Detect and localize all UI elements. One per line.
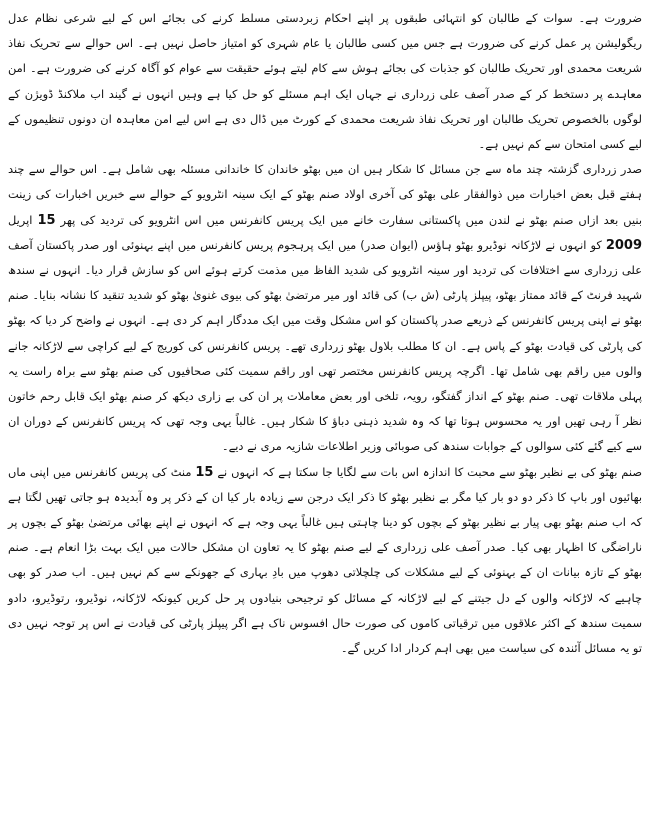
paragraph-text: منٹ کی پریس کانفرنس میں اپنی ماں بھائیوں اور باپ کا ذکر دو دو بار کیا مگر بے نظیر بھٹو کا ذکر ایک درجن سے زیادہ بار کیا ان کے ذکر پر وہ آبدیدہ ہو جاتی تھیں لگتا ہے کہ اب صنم بھٹو بھی پیار بے نظیر بھٹو کے بچوں کو دینا چاہتی ہیں غالباً یہی وجہ ہے کہ انہوں نے اپنے بھائی مرتضیٰ بھٹو کے بچوں پر ناراضگی کا اظہار بھی کیا۔ صدر آصف علی زرداری کے لیے صنم بھٹو کا یہ تعاون ان مشکل حالات میں ایک بہت بڑا انعام ہے۔ صنم بھٹو کے تازہ بیانات ان کے بہنوئی کے لیے مشکلات کی چلچلاتی دھوپ میں بادِ بہاری کے جھونکے سے کم نہیں ہیں۔ اب صدر کو بھی چاہیے کہ لاڑکانہ والوں کے دل جیتنے کے لیے لاڑکانہ کے مسائل کو ترجیحی بنیادوں پر حل کریں کیونکہ لاڑکانہ، نوڈیرو، رتوڈیرو، دادو سمیت سندھ کے اکثر علاقوں میں ترقیاتی کاموں کی صورت حال افسوس ناک ہے اگر پیپلز پارٹی کی قیادت نے اس پر توجہ نہیں دی تو یہ مسائل آئندہ کی سیاست میں بھی اہم کردار ادا کریں گے۔: [8, 464, 642, 656]
minutes-number: 15: [195, 464, 214, 480]
article-paragraph-1: [8, 6, 642, 157]
paragraph-text: ضرورت ہے۔ سوات کے طالبان کو انتہائی طبقوں پر اپنے احکام زبردستی مسلط کرنے کی بجائے اس کے لیے شرعی نظام عدل ریگولیشن پر عمل کرنے کی ضرورت ہے جس میں کسی طالبان یا عام شہری کو امتیاز حاصل نہیں ہے۔ اس حوالے سے تحریک نفاذ شریعت محمدی اور تحریک طالبان کو جذبات کی بجائے ہوش سے کام لیتے ہوئے حقیقت سے عوام کو آگاہ کرنے کی ضرورت ہے۔ امن معاہدے پر دستخط کر کے صدر آصف علی زرداری نے جہاں ایک اہم مسئلے کو حل کیا ہے وہیں انہوں نے گیند اب ملاکنڈ ڈویژن کے لوگوں بالخصوص تحریک طالبان اور تحریک نفاذ شریعت محمدی کے کورٹ میں ڈال دی ہے اس لیے امن معاہدہ ان دونوں تنظیموں کے لیے کسی امتحان سے کم نہیں ہے۔: [8, 11, 642, 152]
article-paragraph-2: [8, 157, 642, 459]
paragraph-text: صنم بھٹو کی بے نظیر بھٹو سے محبت کا اندازہ اس بات سے لگایا جا سکتا ہے کہ انہوں نے: [213, 464, 642, 479]
paragraph-text: اپریل: [8, 212, 38, 227]
paragraph-text: کو انہوں نے لاڑکانہ نوڈیرو بھٹو ہاؤس (ایوان صدر) میں ایک پرہجوم پریس کانفرنس میں اپنے بہنوئی اور صدر پاکستان آصف علی زرداری سے اختلافات کی تردید اور سینہ انٹرویو کی شدید الفاظ میں مذمت کرتے ہوئے اس کو سازش قرار دیا۔ انہوں نے سندھ شہید فرنٹ کے قائد ممتاز بھٹو، پیپلز پارٹی (ش ب) کی قائد اور میر مرتضیٰ بھٹو کی بیوی غنویٰ بھٹو کو شدید تنقید کا نشانہ بنایا۔ صنم بھٹو نے اپنی پریس کانفرنس کے ذریعے صدر پاکستان کو اس مشکل وقت میں ایک مددگار اہم کر دی ہے۔ انہوں نے واضح کر دیا کہ بھٹو کی پارٹی کی قیادت بھٹو کے پاس ہے۔ ان کا مطلب بلاول بھٹو زرداری تھے۔ پریس کانفرنس کی کوریج کے لیے کراچی سے لاڑکانہ جانے والوں میں راقم بھی شامل تھا۔ اگرچہ پریس کانفرنس مختصر تھی اور راقم سمیت کئی صحافیوں کی صنم بھٹو سے براہ راست یہ پہلی ملاقات تھی۔ صنم بھٹو کے انداز گفتگو، رویہ، تلخی اور بعض معاملات پر ان کی بے زاری دیکھ کر صنم بھٹو ایک قابل رحم خاتون نظر آ رہی تھیں اور یہ محسوس ہوتا تھا کہ وہ شدید ذہنی دباؤ کا شکار ہیں۔ غالباً یہی وجہ تھی کہ پریس کانفرنس کے دوران ان سے کیے گئے کئی سوالوں کے جوابات سندھ کی صوبائی وزیر اطلاعات شازیہ مری نے دیے۔: [8, 237, 642, 454]
urdu-article: [8, 6, 642, 661]
article-paragraph-3: [8, 460, 642, 662]
date-year-number: 2009: [605, 237, 642, 253]
paragraph-text: صدر زرداری گزشتہ چند ماہ سے جن مسائل کا شکار ہیں ان میں بھٹو خاندان کا خاندانی مسئلہ بھی شامل ہے۔ اس حوالے سے چند ہفتے قبل بعض اخبارات میں ذوالفقار علی بھٹو کی آخری اولاد صنم بھٹو کے ایک سینہ انٹرویو کے حوالے سے خبریں اخبارات کی زینت بنیں بعد ازاں صنم بھٹو نے لندن میں پاکستانی سفارت خانے میں ایک پریس کانفرنس میں اس انٹرویو کی تردید کی پھر: [8, 162, 642, 227]
date-day-number: 15: [37, 212, 56, 228]
